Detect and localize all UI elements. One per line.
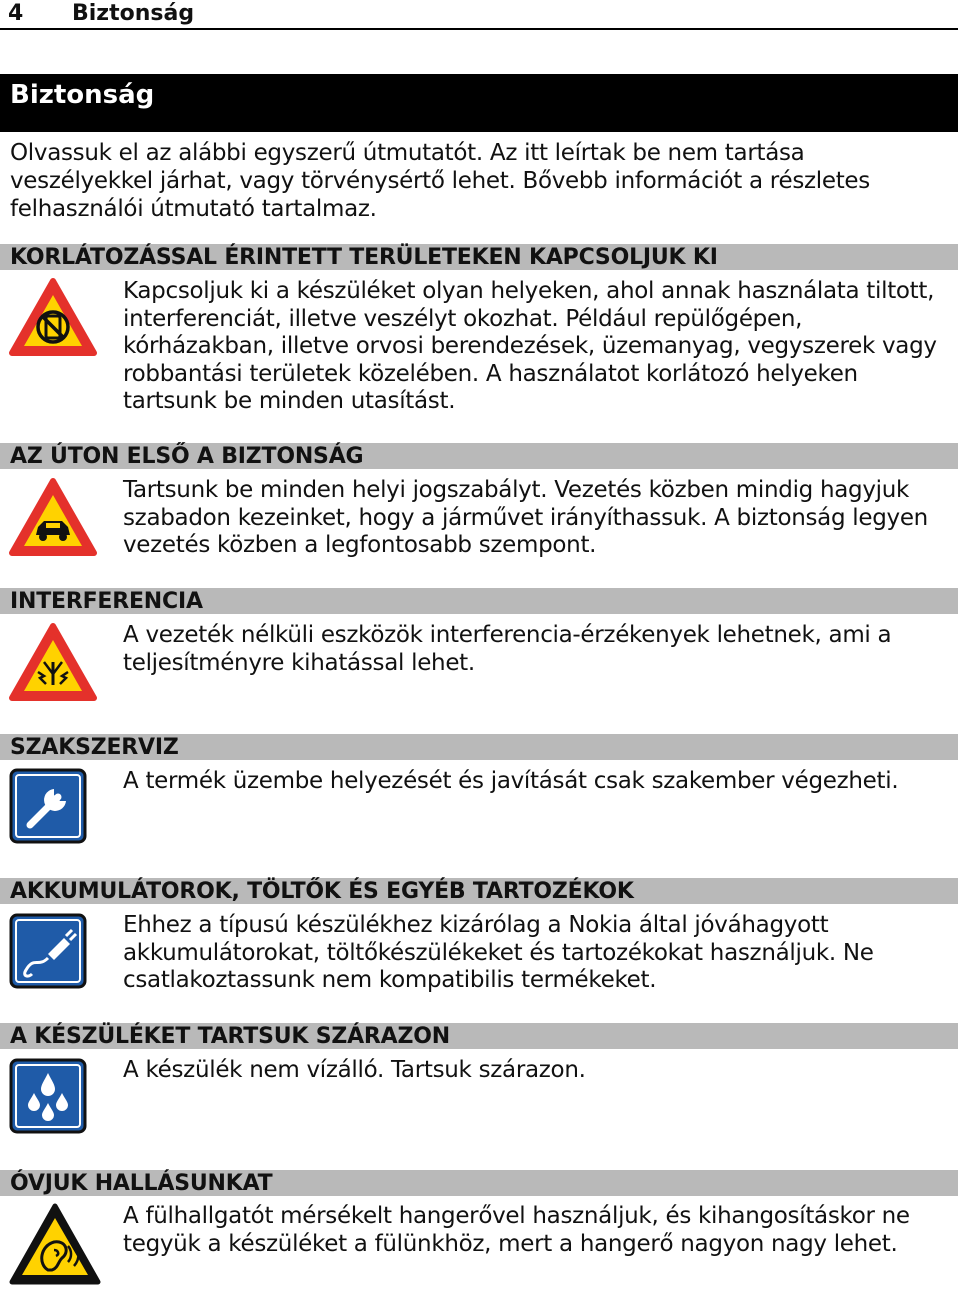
page-title: Biztonság <box>10 80 155 110</box>
section-heading: SZAKSZERVIZ <box>10 735 179 760</box>
section-heading-bar <box>0 588 958 614</box>
section-text: A fülhallgatót mérsékelt hangerővel használjuk, és kihangosításkor ne tegyük a készüléket a fülünkhöz, mert a hangerő nagyon nagy lehet. <box>123 1203 910 1257</box>
section-heading-bar <box>0 734 958 760</box>
no-phone-warning-icon <box>8 277 98 357</box>
page-number: 4 <box>8 1 24 26</box>
section-text: A vezeték nélküli eszközök interferencia-érzékenyek lehetnek, ami a teljesítményre kihatással lehet. <box>123 622 892 676</box>
hearing-warning-icon <box>8 1202 102 1286</box>
intro-text: Olvassuk el az alábbi egyszerű útmutatót. Az itt leírtak be nem tartása veszélyekkel járhat, vagy törvénysértő lehet. Bővebb információt a részletes felhasználói útmutató tartalmaz. <box>10 140 870 222</box>
section-heading: AKKUMULÁTOROK, TÖLTŐK ÉS EGYÉB TARTOZÉKOK <box>10 879 634 904</box>
page-title-bar <box>0 74 958 132</box>
section-heading: KORLÁTOZÁSSAL ÉRINTETT TERÜLETEKEN KAPCSOLJUK KI <box>10 245 718 270</box>
section-heading-bar <box>0 878 958 904</box>
section-heading: AZ ÚTON ELSŐ A BIZTONSÁG <box>10 444 364 469</box>
running-header-title: Biztonság <box>72 1 195 26</box>
section-heading-bar <box>0 1170 958 1196</box>
section-heading: A KÉSZÜLÉKET TARTSUK SZÁRAZON <box>10 1024 450 1049</box>
section-text: Ehhez a típusú készülékhez kizárólag a Nokia által jóváhagyott akkumulátorokat, töltőkészülékeket és tartozékokat használjuk. Ne csatlakoztassunk nem kompatibilis termékeket. <box>123 912 874 993</box>
section-text: A készülék nem vízálló. Tartsuk szárazon. <box>123 1057 586 1083</box>
section-text: Kapcsoljuk ki a készüléket olyan helyeken, ahol annak használata tiltott, interferenciát, illetve veszélyt okozhat. Például repülőgépen, kórházakban, illetve orvosi berendezések, üzemanyag, vegyszerek vagy robbantási területek közelében. A használatot korlátozó helyeken tartsunk be minden utasítást. <box>123 278 937 414</box>
wrench-icon <box>8 767 88 845</box>
section-heading-bar <box>0 443 958 469</box>
section-heading-bar <box>0 1023 958 1049</box>
interference-warning-icon <box>8 622 98 702</box>
section-heading: INTERFERENCIA <box>10 589 203 614</box>
section-heading-bar <box>0 244 958 270</box>
section-text: A termék üzembe helyezését és javítását csak szakember végezheti. <box>123 768 899 794</box>
charger-plug-icon <box>8 912 88 990</box>
page-header <box>0 0 958 30</box>
section-text: Tartsunk be minden helyi jogszabályt. Vezetés közben mindig hagyjuk szabadon kezeinket, hogy a járművet irányíthassuk. A biztonság legyen vezetés közben a legfontosabb szempont. <box>123 477 928 558</box>
car-warning-icon <box>8 477 98 557</box>
section-heading: ÓVJUK HALLÁSUNKAT <box>10 1171 273 1196</box>
water-drops-icon <box>8 1057 88 1135</box>
